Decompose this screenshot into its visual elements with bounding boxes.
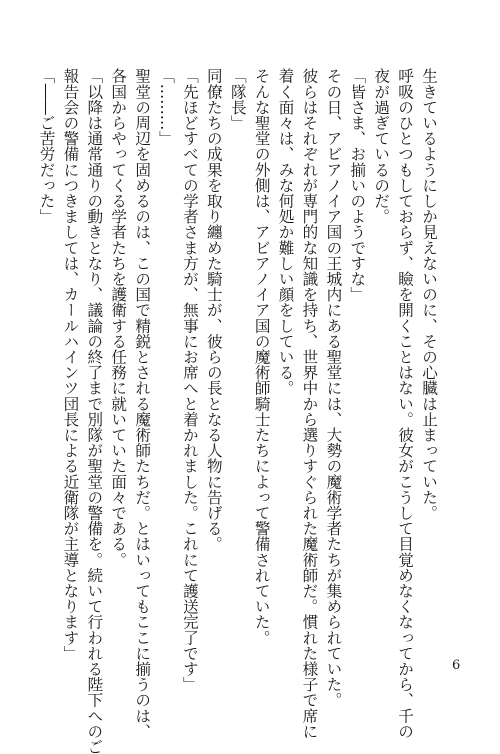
text-line: 「隊長」: [228, 68, 247, 131]
text-line: 「以降は通常通りの動きとなり、議論の終了まで別隊が聖堂の警備を。続いて行われる陛下へのご: [85, 68, 104, 754]
text-line: 「………」: [157, 68, 176, 146]
text-line: 「先ほどすべての学者さま方が、無事にお席へと着かれました。これにて護送完了です」: [180, 68, 199, 692]
text-line: 各国からやってくる学者たちを護衛する任務に就いていた面々である。: [109, 68, 128, 568]
text-line: 聖堂の周辺を固めるのは、この国で精鋭とされる魔術師たちだ。とはいってもここに揃うのは、: [133, 68, 152, 739]
text-line: 「――ご苦労だった」: [37, 68, 56, 224]
page-number: 6: [452, 658, 461, 673]
text-line: 報告会の警備につきましては、カールハインツ団長による近衛隊が主導となります」: [61, 68, 80, 661]
text-line: 生きているようにしか見えないのに、その心臓は止まっていた。: [420, 68, 438, 521]
text-line: その日、アビアノイア国の王城内にある聖堂には、大勢の魔術学者たちが集められていた。: [324, 68, 343, 708]
text-line: 夜が過ぎているのだ。: [372, 68, 391, 224]
text-line: 着く面々は、みな何処か難しい顔をしている。: [276, 68, 295, 396]
text-line: 呼吸のひとつもしておらず、瞼を開くことはない。彼女がこうして目覚めなくなってから、千の: [396, 68, 415, 739]
text-line: 同僚たちの成果を取り纏めた騎士が、彼らの長となる人物に告げる。: [204, 68, 223, 552]
text-line: 彼らはそれぞれが専門的な知識を持ち、世界中から選りすぐられた魔術師だ。慣れた様子で席に: [300, 68, 319, 739]
text-line: 「皆さま、お揃いのようですな」: [348, 68, 367, 302]
text-line: そんな聖堂の外側は、アビアノイア国の魔術師騎士たちによって警備されていた。: [252, 68, 271, 646]
vertical-body-text: [37, 68, 440, 754]
